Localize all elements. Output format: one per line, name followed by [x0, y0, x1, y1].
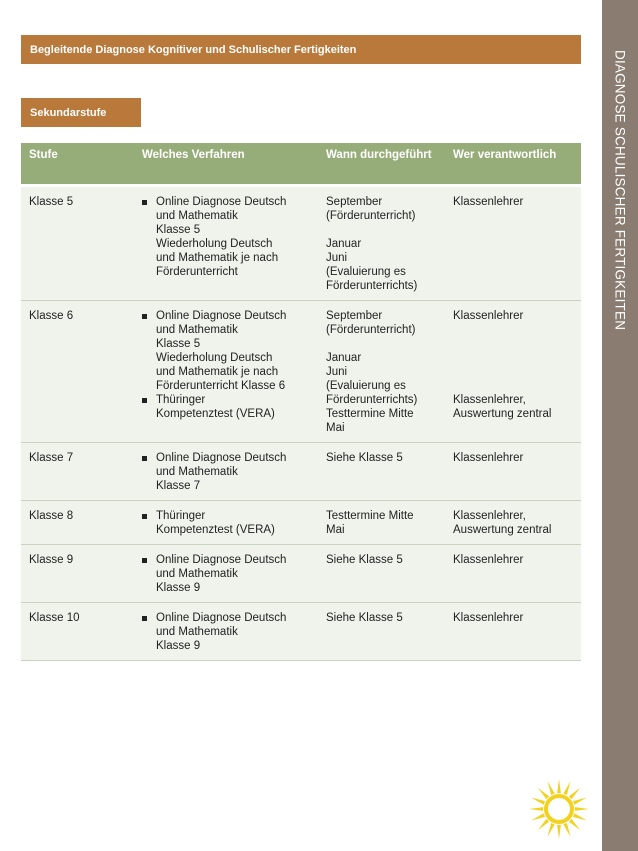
header-wer: Wer verantwortlich [445, 143, 581, 186]
table-body [21, 186, 581, 661]
verfahren-item [142, 309, 310, 393]
cell-stufe: Klasse 8 [21, 501, 134, 545]
wer-line: Klassenlehrer [453, 310, 524, 322]
bullet-icon [142, 514, 147, 519]
wann-line: Siehe Klasse 5 [326, 612, 403, 624]
wann-line [326, 223, 437, 237]
wann-line: Testtermine Mitte [326, 510, 414, 522]
table-header-row [21, 143, 581, 186]
bullet-icon [142, 456, 147, 461]
wer-line: Klassenlehrer [453, 196, 524, 208]
bullet-icon [142, 398, 147, 403]
verfahren-line: Kompetenztest (VERA) [156, 408, 275, 420]
wer-line: Klassenlehrer [453, 612, 524, 624]
wer-line [453, 323, 573, 337]
wann-line: (Förderunterricht) [326, 210, 416, 222]
cell-wer [445, 301, 581, 443]
wer-line: Klassenlehrer [453, 554, 524, 566]
wann-line: Siehe Klasse 5 [326, 452, 403, 464]
diagnose-table [21, 143, 581, 661]
wer-line [453, 365, 573, 379]
cell-wer [445, 545, 581, 603]
verfahren-item [142, 451, 310, 493]
verfahren-line: Kompetenztest (VERA) [156, 524, 275, 536]
table-row [21, 301, 581, 443]
verfahren-line: Wiederholung Deutsch [156, 352, 273, 364]
verfahren-line: Förderunterricht Klasse 6 [156, 380, 286, 392]
wer-line: Auswertung zentral [453, 524, 552, 536]
section-label: Sekundarstufe [30, 106, 107, 119]
cell-wann [318, 501, 445, 545]
verfahren-line: Klasse 7 [156, 480, 201, 492]
bullet-icon [142, 200, 147, 205]
verfahren-item [142, 611, 310, 653]
verfahren-item [142, 393, 310, 421]
verfahren-list [142, 509, 310, 537]
wer-line [453, 337, 573, 351]
verfahren-line: und Mathematik je nach [156, 366, 279, 378]
page-title-banner [21, 35, 581, 64]
wann-line: Januar [326, 352, 362, 364]
verfahren-line: Klasse 9 [156, 582, 201, 594]
cell-stufe: Klasse 10 [21, 603, 134, 661]
wann-line [326, 337, 437, 351]
wer-line [453, 379, 573, 393]
verfahren-line: und Mathematik [156, 568, 238, 580]
verfahren-line: Klasse 5 [156, 224, 201, 236]
verfahren-line: Online Diagnose Deutsch [156, 452, 287, 464]
cell-verfahren [134, 443, 318, 501]
verfahren-line: Wiederholung Deutsch [156, 238, 273, 250]
verfahren-line: Online Diagnose Deutsch [156, 310, 287, 322]
sidebar-title: DIAGNOSE SCHULISCHER FERTIGKEITEN [612, 50, 628, 331]
verfahren-list [142, 309, 310, 421]
wann-line: Juni [326, 366, 348, 378]
page-title: Begleitende Diagnose Kognitiver und Schulischer Fertigkeiten [30, 43, 357, 56]
wann-line: Förderunterrichts) [326, 394, 418, 406]
wer-line [453, 351, 573, 365]
verfahren-line: Online Diagnose Deutsch [156, 612, 287, 624]
wer-line: Klassenlehrer [453, 452, 524, 464]
wann-line: September [326, 310, 383, 322]
cell-wann [318, 301, 445, 443]
verfahren-line: Klasse 9 [156, 640, 201, 652]
cell-wer [445, 603, 581, 661]
bullet-icon [142, 314, 147, 319]
bullet-icon [142, 616, 147, 621]
cell-wann [318, 603, 445, 661]
cell-verfahren [134, 603, 318, 661]
wann-line: Juni [326, 252, 348, 264]
cell-stufe: Klasse 6 [21, 301, 134, 443]
table-row [21, 545, 581, 603]
verfahren-list [142, 611, 310, 653]
verfahren-line: Thüringer [156, 394, 206, 406]
cell-verfahren [134, 301, 318, 443]
wer-line: Klassenlehrer, [453, 510, 526, 522]
cell-wer [445, 186, 581, 301]
verfahren-line: Online Diagnose Deutsch [156, 196, 287, 208]
verfahren-line: Klasse 5 [156, 338, 201, 350]
wann-line: Mai [326, 422, 345, 434]
verfahren-line: Online Diagnose Deutsch [156, 554, 287, 566]
wer-line: Auswertung zentral [453, 408, 552, 420]
verfahren-line: und Mathematik [156, 210, 238, 222]
wann-line: (Evaluierung es [326, 380, 406, 392]
wann-line: Siehe Klasse 5 [326, 554, 403, 566]
table-row [21, 603, 581, 661]
cell-stufe: Klasse 9 [21, 545, 134, 603]
verfahren-line: und Mathematik je nach [156, 252, 279, 264]
verfahren-line: und Mathematik [156, 324, 238, 336]
wann-line: September [326, 196, 383, 208]
verfahren-line: Förderunterricht [156, 266, 238, 278]
verfahren-line: und Mathematik [156, 466, 238, 478]
header-wann: Wann durchgeführt [318, 143, 445, 186]
bullet-icon [142, 558, 147, 563]
wann-line: Januar [326, 238, 362, 250]
verfahren-item [142, 553, 310, 595]
wer-line: Klassenlehrer, [453, 394, 526, 406]
table-row [21, 186, 581, 301]
section-tag [21, 98, 141, 127]
wann-line: Förderunterrichts) [326, 280, 418, 292]
wann-line: (Förderunterricht) [326, 324, 416, 336]
sidebar [602, 0, 638, 851]
verfahren-item [142, 195, 310, 279]
verfahren-list [142, 451, 310, 493]
cell-stufe: Klasse 5 [21, 186, 134, 301]
verfahren-list [142, 553, 310, 595]
header-verfahren: Welches Verfahren [134, 143, 318, 186]
cell-stufe: Klasse 7 [21, 443, 134, 501]
verfahren-item [142, 509, 310, 537]
verfahren-line: und Mathematik [156, 626, 238, 638]
cell-wer [445, 443, 581, 501]
cell-wer [445, 501, 581, 545]
header-stufe: Stufe [21, 143, 134, 186]
cell-wann [318, 545, 445, 603]
wann-line: (Evaluierung es [326, 266, 406, 278]
table-row [21, 443, 581, 501]
cell-verfahren [134, 545, 318, 603]
cell-wann [318, 443, 445, 501]
cell-verfahren [134, 501, 318, 545]
table-row [21, 501, 581, 545]
wann-line: Testtermine Mitte [326, 408, 414, 420]
sun-logo-icon [527, 777, 591, 841]
cell-verfahren [134, 186, 318, 301]
cell-wann [318, 186, 445, 301]
verfahren-list [142, 195, 310, 279]
verfahren-line: Thüringer [156, 510, 206, 522]
wann-line: Mai [326, 524, 345, 536]
